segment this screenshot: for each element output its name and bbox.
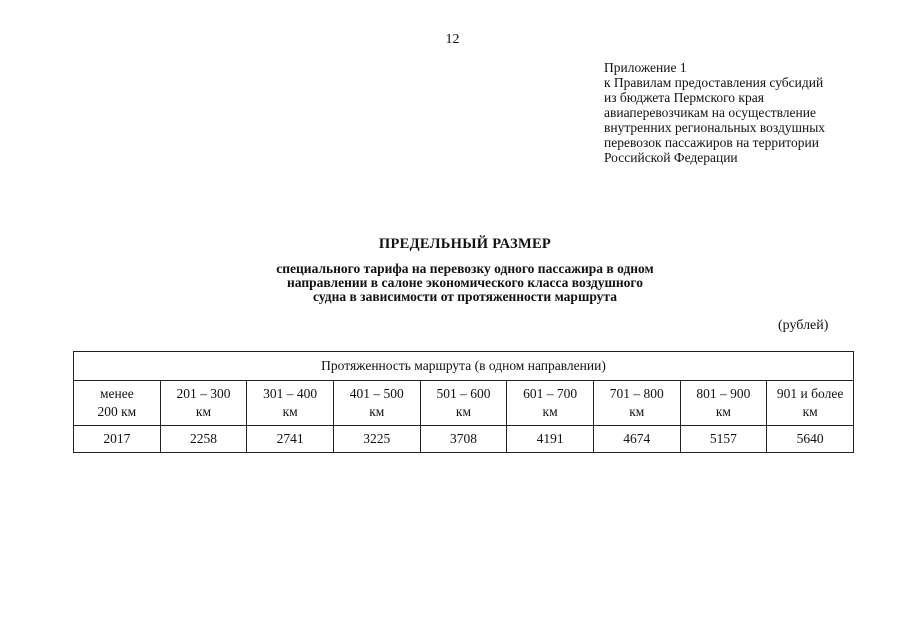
appendix-line: Приложение 1 bbox=[604, 60, 687, 75]
appendix-line: авиаперевозчикам на осуществление bbox=[604, 105, 816, 120]
range-from: 901 и более bbox=[776, 386, 844, 401]
table-value-row bbox=[74, 426, 854, 453]
range-from: 301 – 400 bbox=[263, 386, 318, 401]
tariff-value-cell: 3225 bbox=[333, 426, 420, 453]
table-header-cell: Протяженность маршрута (в одном направлении) bbox=[74, 352, 854, 381]
tariff-value-cell: 4191 bbox=[507, 426, 594, 453]
range-from: 601 – 700 bbox=[523, 386, 578, 401]
tariff-value-cell: 3708 bbox=[420, 426, 507, 453]
page-number: 12 bbox=[445, 32, 460, 47]
range-cell bbox=[507, 381, 594, 426]
tariff-value-cell: 5640 bbox=[767, 426, 854, 453]
table-header-row bbox=[74, 352, 854, 381]
range-unit: км bbox=[455, 404, 471, 419]
tariff-table bbox=[73, 351, 854, 453]
tariff-value-cell: 2017 bbox=[74, 426, 161, 453]
title-main: ПРЕДЕЛЬНЫЙ РАЗМЕР bbox=[378, 236, 552, 252]
table-range-row bbox=[74, 381, 854, 426]
tariff-value-cell: 2258 bbox=[160, 426, 247, 453]
title-sub-line: специального тарифа на перевозку одного пассажира в одном bbox=[276, 261, 654, 276]
range-cell bbox=[247, 381, 334, 426]
tariff-value-cell: 5157 bbox=[680, 426, 767, 453]
range-unit: км bbox=[802, 404, 818, 419]
range-unit: км bbox=[715, 404, 731, 419]
range-cell bbox=[333, 381, 420, 426]
range-from: 701 – 800 bbox=[609, 386, 664, 401]
range-cell bbox=[593, 381, 680, 426]
title-sub-line: судна в зависимости от протяженности маршрута bbox=[313, 289, 617, 304]
range-from: 501 – 600 bbox=[436, 386, 491, 401]
range-from: 201 – 300 bbox=[176, 386, 231, 401]
range-from: менее bbox=[99, 386, 134, 401]
range-cell bbox=[420, 381, 507, 426]
range-cell bbox=[160, 381, 247, 426]
tariff-value-cell: 4674 bbox=[593, 426, 680, 453]
appendix-line: внутренних региональных воздушных bbox=[604, 120, 826, 135]
appendix-line: Российской Федерации bbox=[604, 150, 738, 165]
document-title bbox=[200, 236, 730, 304]
units-label: (рублей) bbox=[778, 318, 829, 333]
range-from: 801 – 900 bbox=[696, 386, 751, 401]
range-unit: км bbox=[542, 404, 558, 419]
title-sub-line: направлении в салоне экономического класса воздушного bbox=[287, 275, 643, 290]
tariff-value-cell: 2741 bbox=[247, 426, 334, 453]
title-subtitle bbox=[200, 262, 730, 304]
appendix-line: перевозок пассажиров на территории bbox=[604, 135, 819, 150]
appendix-line: к Правилам предоставления субсидий bbox=[604, 75, 824, 90]
range-cell bbox=[680, 381, 767, 426]
range-unit: 200 км bbox=[97, 404, 137, 419]
range-unit: км bbox=[195, 404, 212, 419]
appendix-note bbox=[604, 60, 894, 165]
range-from: 401 – 500 bbox=[349, 386, 404, 401]
range-cell bbox=[74, 381, 161, 426]
range-unit: км bbox=[369, 404, 385, 419]
range-unit: км bbox=[629, 404, 645, 419]
range-cell bbox=[767, 381, 854, 426]
range-unit: км bbox=[282, 404, 298, 419]
appendix-line: из бюджета Пермского края bbox=[604, 90, 764, 105]
